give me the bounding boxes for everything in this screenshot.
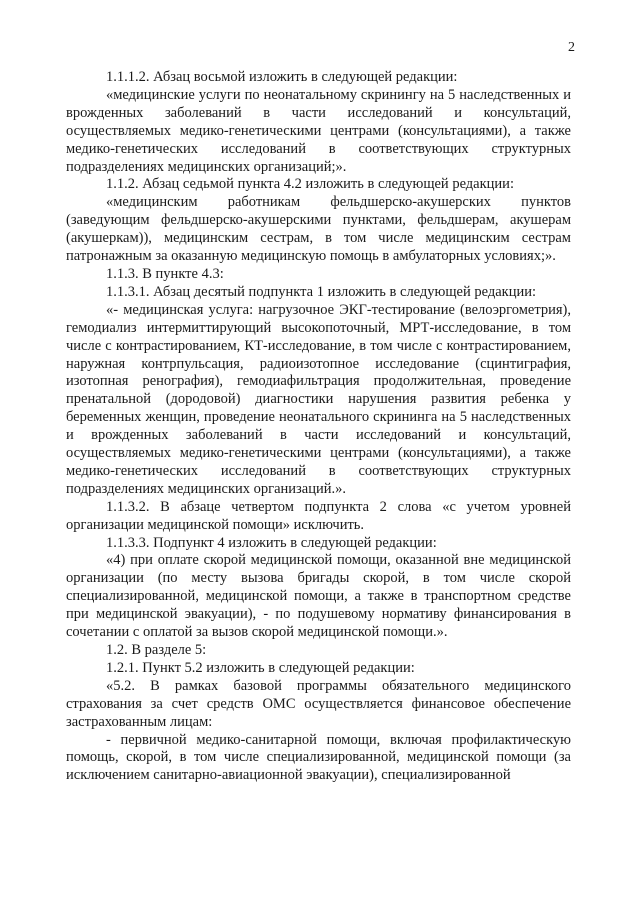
list-item-primary-care: - первичной медико-санитарной помощи, включая профилактическую помощь, скорой, в том числе специализированной, медицинской помощи (за исключением санитарно-авиационной эвакуации), специализированной: [66, 731, 571, 784]
document-body: [66, 69, 571, 785]
paragraph-1-2: 1.2. В разделе 5:: [106, 642, 207, 658]
paragraph-1-1-3-1: 1.1.3.1. Абзац десятый подпункта 1 изложить в следующей редакции:: [106, 283, 537, 300]
paragraph-1-1-3-3: 1.1.3.3. Подпункт 4 изложить в следующей редакции:: [106, 534, 437, 551]
quote-emergency-payment: «4) при оплате скорой медицинской помощи, оказанной вне медицинской организации (по месту вызова бригады скорой, в том числе скорой специализированной, медицинской помощи, а также в транспортном средстве при медицинской эвакуации), - по подушевому нормативу финансирования в сочетании с оплатой за вызов скорой медицинской помощи.».: [66, 552, 571, 641]
paragraph-1-1-2: 1.1.2. Абзац седьмой пункта 4.2 изложить в следующей редакции:: [106, 176, 514, 193]
quote-screening-services: «медицинские услуги по неонатальному скринингу на 5 наследственных и врожденных заболеваний в части исследований и консультаций, осуществляемых медико-генетическими центрами (консультациями), а также медико-генетических исследований в соответствующих структурных подразделениях медицинских организаций;».: [66, 86, 571, 175]
paragraph-1-2-1: 1.2.1. Пункт 5.2 изложить в следующей редакции:: [106, 659, 415, 676]
paragraph-1-1-3-2: 1.1.3.2. В абзаце четвертом подпункта 2 слова «с учетом уровней организации медицинской помощи» исключить.: [66, 498, 571, 533]
paragraph-1-1-3: 1.1.3. В пункте 4.3:: [106, 265, 224, 282]
quote-medical-workers: «медицинским работникам фельдшерско-акушерских пунктов (заведующим фельдшерско-акушерскими пунктами, фельдшерам, акушерам (акушеркам)), медицинским сестрам, в том числе медицинским сестрам патронажным за оказанную медицинскую помощь в амбулаторных условиях;».: [66, 194, 571, 265]
paragraph-1-1-1-2: 1.1.1.2. Абзац восьмой изложить в следующей редакции:: [106, 69, 458, 85]
quote-5-2: «5.2. В рамках базовой программы обязательного медицинского страхования за счет средств ОМС осуществляется финансовое обеспечение застрахованным лицам:: [66, 677, 571, 730]
quote-medical-service: «- медицинская услуга: нагрузочное ЭКГ-тестирование (велоэргометрия), гемодиализ интермиттирующий высокопоточный, МРТ-исследование, в том числе с контрастированием, КТ-исследование, в том числе с контрастированием, наружная контрпульсация, радиоизотопное исследование (сцинтиграфия, изотопная ренография), гемодиафильтрация продолжительная, проведение пренатальной (дородовой) диагностики нарушения развития ребенка у беременных женщин, проведение неонатального скрининга на 5 наследственных и врожденных заболеваний в части исследований и консультаций, осуществляемых медико-генетическими центрами (консультациями), а также медико-генетических исследований в соответствующих структурных подразделениях медицинских организаций.».: [66, 301, 571, 497]
page-number: 2: [568, 40, 575, 55]
